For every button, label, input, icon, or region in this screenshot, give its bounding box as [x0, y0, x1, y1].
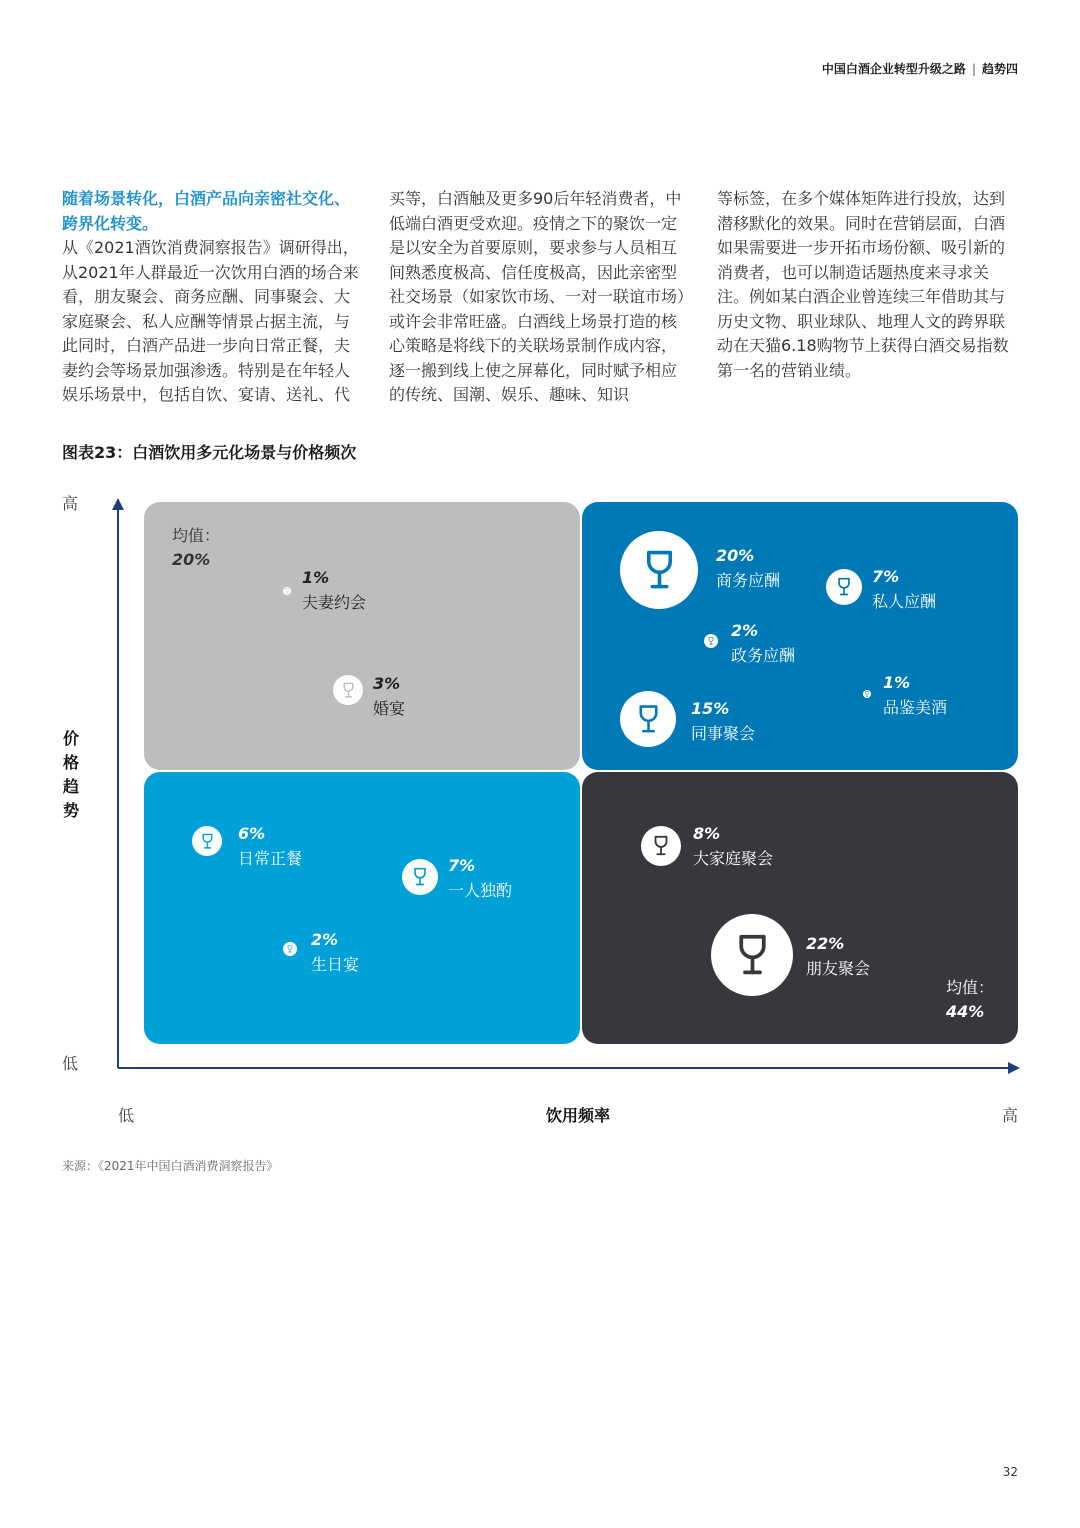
- mean-value: 20%: [172, 550, 211, 569]
- scenario-bubble: [620, 691, 676, 747]
- scenario-name: 同事聚会: [691, 724, 756, 743]
- wine-glass-icon: [286, 945, 294, 953]
- scenario-name: 日常正餐: [238, 849, 303, 868]
- scenario-bubble: [704, 634, 718, 648]
- body-text-2: 买等，白酒触及更多90后年轻消费者，中低端白酒更受欢迎。疫情之下的聚饮一定是以安全为首要原则，要求参与人员相互间熟悉度极高、信任度极高，因此亲密型社交场景（如家饮市场、一对一联谊市场）或许会非常旺盛。白酒线上场景打造的核心策略是将线下的关联场景制作成内容，逐一搬到线上使之屏幕化，同时赋予相应的传统、国潮、娱乐、趣味、知识: [389, 189, 686, 404]
- mean-bottom-right: [946, 976, 994, 1024]
- header-title: 中国白酒企业转型升级之路: [821, 62, 966, 76]
- scenario-percent: 7%: [872, 567, 900, 586]
- scenario-bubble: [711, 914, 793, 996]
- source-note: 来源：《2021年中国白酒消费洞察报告》: [62, 1159, 279, 1173]
- scenario-percent: 1%: [302, 568, 330, 587]
- scenario-label: [693, 821, 773, 871]
- scenario-bubble: [333, 675, 363, 705]
- scenario-percent: 22%: [806, 934, 845, 953]
- scenario-percent: 7%: [448, 856, 476, 875]
- scenario-percent: 8%: [693, 824, 721, 843]
- wine-glass-icon: [410, 867, 430, 887]
- scenario-percent: 2%: [731, 621, 759, 640]
- scenario-name: 夫妻约会: [302, 593, 367, 612]
- scenario-bubble: [826, 569, 862, 605]
- wine-glass-icon: [864, 691, 870, 697]
- wine-glass-icon: [633, 704, 664, 735]
- mean-value: 44%: [946, 1002, 985, 1021]
- body-text-3: 等标签，在多个媒体矩阵进行投放，达到潜移默化的效果。同时在营销层面，白酒如果需要进一步开拓市场份额、吸引新的消费者，也可以制造话题热度来寻求关注。例如某白酒企业曾连续三年借助其与历史文物、职业球队、地理人文的跨界联动在天猫6.18购物节上获得白酒交易指数第一名的营销业绩。: [717, 189, 1009, 380]
- scenario-name: 品鉴美酒: [883, 698, 948, 717]
- mean-label: 均值：: [946, 978, 995, 997]
- scenario-percent: 3%: [373, 674, 401, 693]
- scenario-bubble: [192, 826, 222, 856]
- scenario-label: [691, 696, 755, 746]
- scenario-name: 朋友聚会: [806, 959, 871, 978]
- scenario-label: [302, 565, 366, 615]
- x-axis-arrow: [1008, 1062, 1020, 1074]
- header-separator: |: [971, 62, 976, 76]
- mean-top-left: [172, 524, 220, 572]
- header-section: 趋势四: [981, 62, 1018, 76]
- wine-glass-icon: [340, 682, 357, 699]
- scenario-percent: 15%: [691, 699, 730, 718]
- body-text-1: 从《2021酒饮消费洞察报告》调研得出，从2021年人群最近一次饮用白酒的场合来看，朋友聚会、商务应酬、同事聚会、大家庭聚会、私人应酬等情景占据主流，与此同时，白酒产品进一步向日常正餐，夫妻约会等场景加强渗透。特别是在年轻人娱乐场景中，包括自饮、宴请、送礼、代: [62, 238, 359, 404]
- y-axis-title: 价格趋势: [62, 729, 79, 820]
- scenario-name: 婚宴: [373, 699, 406, 718]
- scenario-bubble: [863, 690, 871, 698]
- scenario-bubble: [641, 826, 681, 866]
- scenario-percent: 6%: [238, 824, 266, 843]
- wine-glass-icon: [834, 577, 854, 597]
- mean-label: 均值：: [172, 526, 221, 545]
- scenario-bubble: [620, 531, 698, 609]
- scenario-name: 一人独酌: [448, 881, 513, 900]
- scenario-label: [448, 853, 512, 903]
- scenario-bubble: [402, 859, 438, 895]
- x-high-label: 高: [1002, 1106, 1019, 1125]
- scenario-label: [373, 671, 405, 721]
- scenario-name: 政务应酬: [731, 646, 796, 665]
- wine-glass-icon: [730, 933, 775, 978]
- quadrant-bottom-left: [144, 772, 580, 1044]
- scenario-percent: 20%: [716, 546, 755, 565]
- scenario-label: [806, 931, 870, 981]
- x-axis-title: 饮用频率: [546, 1106, 611, 1125]
- y-low-label: 低: [62, 1054, 79, 1073]
- scenario-label: [238, 821, 302, 871]
- scenario-percent: 1%: [883, 673, 911, 692]
- y-high-label: 高: [62, 494, 79, 513]
- scenario-bubble: [283, 587, 291, 595]
- wine-glass-icon: [707, 637, 715, 645]
- wine-glass-icon: [650, 835, 672, 857]
- scenario-label: [731, 618, 795, 668]
- y-axis-arrow: [112, 498, 124, 510]
- x-low-label: 低: [118, 1106, 135, 1125]
- scenario-name: 大家庭聚会: [693, 849, 774, 868]
- scenario-percent: 2%: [311, 930, 339, 949]
- figure-title: 图表23：白酒饮用多元化场景与价格频次: [62, 443, 357, 462]
- wine-glass-icon: [284, 588, 290, 594]
- scenario-label: [872, 564, 936, 614]
- page-number: 32: [1002, 1465, 1018, 1479]
- wine-glass-icon: [199, 833, 216, 850]
- scenario-name: 商务应酬: [716, 571, 781, 590]
- scenario-bubble: [283, 942, 297, 956]
- scenario-name: 私人应酬: [872, 592, 937, 611]
- scenario-label: [883, 670, 947, 720]
- scenario-label: [716, 543, 780, 593]
- wine-glass-icon: [638, 549, 681, 592]
- scenario-name: 生日宴: [311, 955, 360, 974]
- lead-heading: 随着场景转化，白酒产品向亲密社交化、跨界化转变。: [62, 189, 351, 233]
- scenario-label: [311, 927, 359, 977]
